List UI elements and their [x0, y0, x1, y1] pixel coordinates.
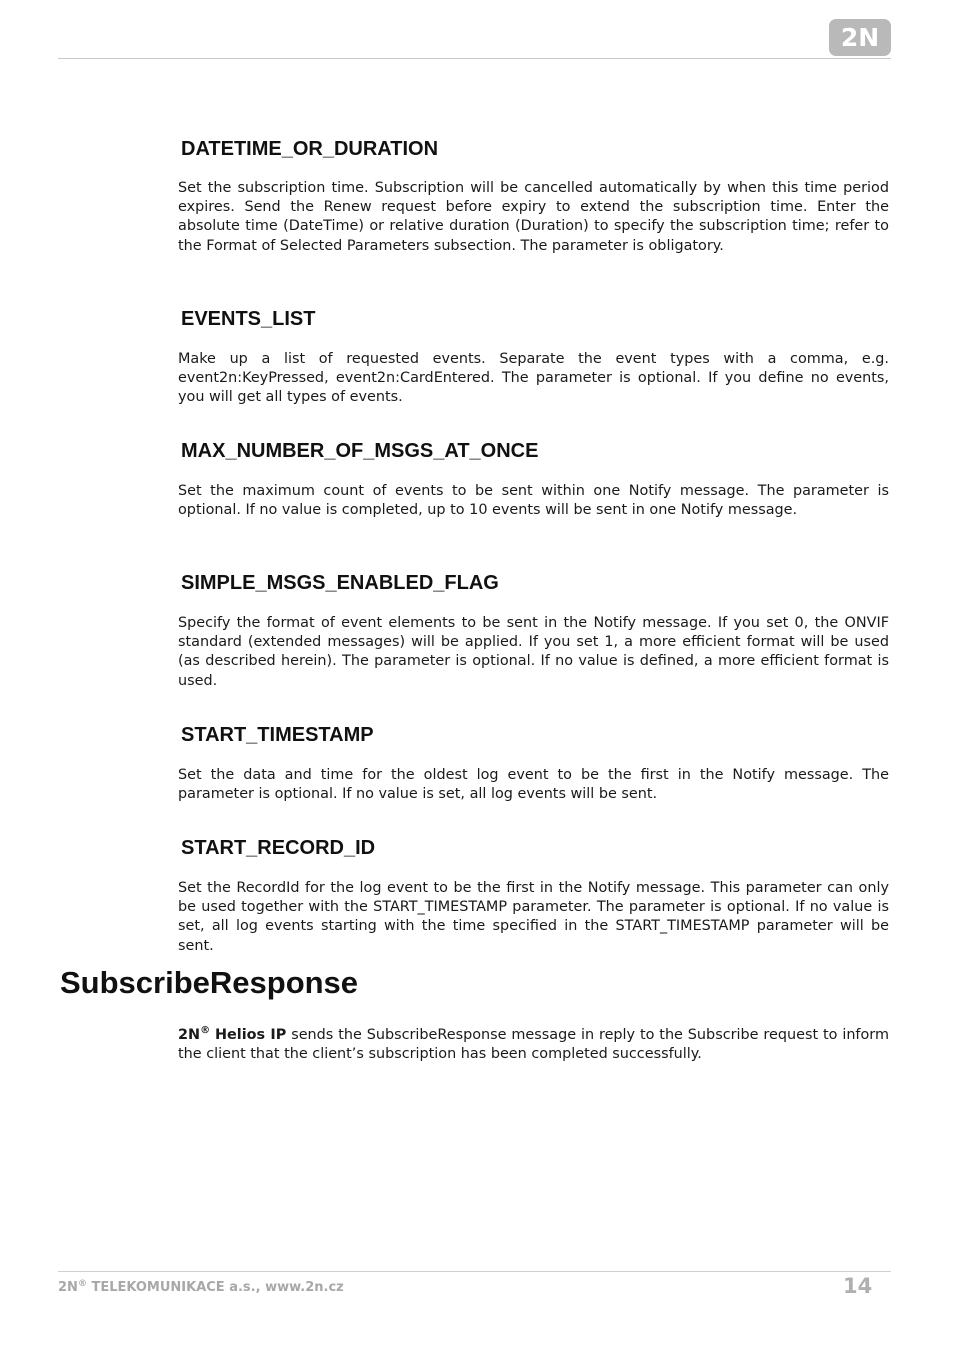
logo-text: 2N	[840, 23, 880, 52]
section-text-simple-msgs-enabled-flag: Specify the format of event elements to be sent in the Notify message. If you set 0, the ONVIF standard (extended messages) will be applied. If you set 1, a more efficient format will be used (as described herein). The parameter is optional. If no value is defined, a more efficient format is used.	[178, 615, 889, 689]
section-text-max-number-of-msgs: Set the maximum count of events to be sent within one Notify message. The parameter is optional. If no value is completed, up to 10 events will be sent in one Notify message.	[178, 483, 889, 519]
brand-logo	[829, 19, 891, 56]
subscribe-response-text	[178, 1026, 889, 1064]
registered-mark: ®	[200, 1025, 211, 1036]
section-heading-start-timestamp: START_TIMESTAMP	[181, 724, 374, 746]
section-heading-datetime-or-duration: DATETIME_OR_DURATION	[181, 138, 439, 160]
subscribe-response-body: sends the SubscribeResponse message in reply to the Subscribe request to inform the client that the client’s subscription has been completed successfully.	[178, 1027, 889, 1063]
footer-brand: 2N	[58, 1280, 78, 1295]
section-text-datetime-or-duration: Set the subscription time. Subscription will be cancelled automatically by when this time period expires. Send the Renew request before expiry to extend the subscription time. Enter the absolute time (DateTime) or relative duration (Duration) to specify the subscription time; refer to the Format of Selected Parameters subsection. The parameter is obligatory.	[178, 180, 889, 254]
section-text-events-list: Make up a list of requested events. Separate the event types with a comma, e.g. event2n:KeyPressed, event2n:CardEntered. The parameter is optional. If you define no events, you will get all types of events.	[178, 351, 889, 406]
footer-divider	[58, 1271, 891, 1272]
section-heading-simple-msgs-enabled-flag: SIMPLE_MSGS_ENABLED_FLAG	[181, 572, 499, 594]
header-divider	[58, 58, 891, 59]
product-name: Helios IP	[214, 1027, 287, 1043]
footer-registered-mark: ®	[77, 1279, 87, 1289]
page-number: 14	[843, 1274, 873, 1298]
footer-company-text: TELEKOMUNIKACE a.s., www.2n.cz	[91, 1280, 344, 1295]
section-text-start-record-id: Set the RecordId for the log event to be the first in the Notify message. This parameter can only be used together with the START_TIMESTAMP parameter. The parameter is optional. If no value is set, all log events starting with the time specified in the START_TIMESTAMP parameter will be sent.	[178, 880, 889, 954]
section-text-start-timestamp: Set the data and time for the oldest log event to be the first in the Notify message. The parameter is optional. If no value is set, all log events will be sent.	[178, 767, 889, 803]
brand-name: 2N	[178, 1027, 201, 1043]
section-heading-events-list: EVENTS_LIST	[181, 308, 316, 330]
subscribe-response-heading: SubscribeResponse	[60, 965, 359, 1000]
footer-company	[58, 1280, 344, 1295]
section-heading-max-number-of-msgs: MAX_NUMBER_OF_MSGS_AT_ONCE	[181, 440, 539, 462]
section-heading-start-record-id: START_RECORD_ID	[181, 837, 376, 859]
